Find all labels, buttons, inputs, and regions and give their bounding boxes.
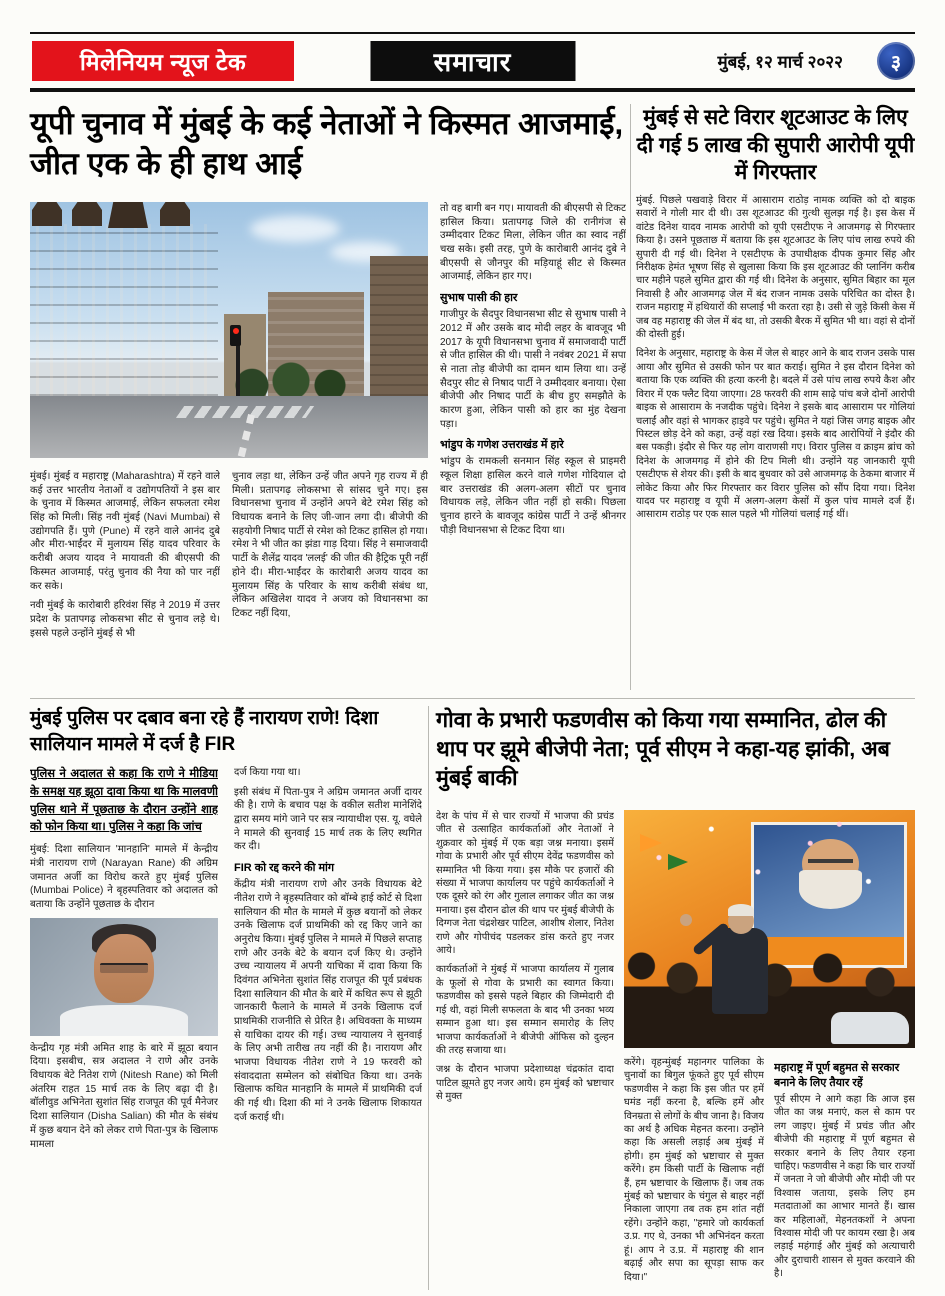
goa-article-headline: गोवा के प्रभारी फडणवीस को किया गया सम्मानित, ढोल की थाप पर झूमे बीजेपी नेता; पूर्व सीएम ने कहा-यह झांकी, अब मुंबई बाकी — [436, 708, 890, 791]
column-divider — [428, 706, 429, 1290]
goa-article-column-2 — [624, 1056, 764, 1290]
masthead — [30, 32, 915, 92]
dateline: मुंबई, १२ मार्च २०२२ — [717, 52, 843, 72]
rane-article-column-1 — [30, 766, 218, 1290]
cloud — [250, 216, 340, 242]
narayan-rane-photo — [30, 918, 218, 1036]
section-title: समाचार — [433, 47, 512, 77]
goa-article-column-1 — [436, 810, 614, 1290]
article-rane-fir — [30, 706, 422, 1290]
bjp-celebration-photo — [624, 810, 915, 1048]
subheading: महाराष्ट्र में पूर्ण बहुमत से सरकार बनाने के लिए तैयार रहें — [774, 1062, 900, 1089]
up-article-column-3 — [440, 202, 626, 690]
red-light — [233, 328, 239, 334]
paragraph: भांडुप के रामकली सनमान सिंह स्कूल से प्राइमरी स्कूल शिक्षा हासिल करने वाले गणेश गोदियाल दो बार उत्तराखंड की अलग-अलग सीटों पर चुनाव विधायक लड़े, लेकिन जीत नहीं हो सकी। पिछला चुनाव हारने के बावजूद कांग्रेस पार्टी ने उन्हें श्रीनगर पौड़ी विधानसभा से टिकट दिया था। — [440, 456, 626, 536]
column-divider — [630, 104, 631, 690]
paragraph: दिनेश के अनुसार, महाराष्ट्र के केस में जेल से बाहर आने के बाद राजन उसके पास आया और सुमित से उसकी फोन पर बात कराई। सुमित ने इस दौरान दिनेश को बताया कि एक व्यक्ति की हत्या करनी है। बदले में उसे पांच लाख रुपये कैश और विरार में एक फ्लैट दिया जाएगा। 28 फरवरी की शाम साढ़े पांच बजे दोनों आरोपी बाइक से आसाराम के नजदीक पहुंचे। दिनेश ने इसके बाद आसाराम पर गोलियां चलाईं और वहां से भागकर हाइवे पर पहुंचे। सुमित ने यहां जिस जगह बाइक और पिस्टल छोड़ देने को कहा, उन्हें वहां रख दिया। इसके बाद आरोपियों ने इंदौर की बस पकड़ी। इंदौर से फिर यह लोग वाराणसी गए। विरार पुलिस व क्राइम ब्रांच को दिनेश के आजमगढ़ में होने की टिप मिली थी। उन्होंने यह जानकारी यूपी एसटीएफ से शेयर की। इसी के बाद बुधवार को उसे आजमगढ़ के ठेकमा बाजार में लोकेट किया और फिर गिरफ्तार कर विरार पुलिस को सौंप दिया गया। दिनेश यादव पर महाराष्ट्र व यूपी में अलग-अलग केसों में कुल पांच मामले दर्ज हैं। आसाराम राठोड़ पर एक साल पहले भी गोलियां चलाई गई थीं। — [636, 348, 915, 521]
glasses — [100, 963, 149, 973]
section-divider — [30, 698, 915, 699]
zebra-crossing — [176, 406, 314, 418]
paragraph: गाजीपुर के सैदपुर विधानसभा सीट से सुभाष पासी ने 2012 में और उसके बाद मोदी लहर के बावजूद भी 2017 के यूपी विधानसभा चुनाव में समाजवादी पार्टी से जीत हासिल की थी। पासी ने नवंबर 2021 में सपा से नाता तोड़ बीजेपी का दामन थाम लिया था। उन्हें सैदपुर सीट से निषाद पार्टी ने उम्मीदवार बनाया। ऐसा बीजेपी और निषाद पार्टी के बीच हुए समझौते के कारण हुआ, लेकिन पासी को हार का मुंह देखना पड़ा। — [440, 309, 626, 430]
confetti — [624, 810, 915, 1048]
signal-pole — [236, 344, 240, 396]
paragraph: तो वह बागी बन गए। मायावती की बीएसपी से टिकट हासिल किया। प्रतापगढ़ जिले की रानीगंज से उम्मीदवार टिकट मिला, लेकिन जीत का स्वाद नहीं चख सके। इसी तरह, पुणे के कारोबारी आनंद दुबे ने बीएसपी से जौनपुर की मड़ियाहूं सीट से किस्मत आजमाई, लेकिन हार गए। — [440, 203, 626, 283]
paragraph: दर्ज किया गया था। — [234, 767, 301, 778]
paragraph: केंद्रीय मंत्री नारायण राणे और उनके विधायक बेटे नीतेश राणे ने बृहस्पतिवार को बॉम्बे हाई कोर्ट से दिशा सालियान की मौत के मामले में कुछ बयानों को लेकर उनके खिलाफ दर्ज प्राथमिकी को रद्द किए जाने का अनुरोध किया। मुंबई पुलिस ने मामले में पिछले सप्ताह राणे और उनके बेटे के बयान दर्ज किए थे। उन्होंने उच्च न्यायालय में अपनी याचिका में दावा किया कि दिवंगत अभिनेता सुशांत सिंह राजपूत की पूर्व प्रबंधक दिशा सालियान की मौत के बारे में कथित रूप से झूठी जानकारी फैलाने के मामले में उनके खिलाफ दर्ज प्राथमिकी राजनीति से प्रेरित है। अधिवक्ता के माध्यम से याचिका दायर की गई। उच्च न्यायालय ने सुनवाई के लिए अभी तारीख तय नहीं की है। नारायण और भाजपा विधायक नीतेश राणे ने 19 फरवरी को संवाददाता सम्मेलन को संबोधित किया था। उनके खिलाफ कथित मानहानि के मामले में प्राथमिकी दर्ज की गई थी। दिशा की मां ने उनके खिलाफ शिकायत दर्ज कराई थी। — [234, 879, 422, 1123]
article-up-election — [30, 104, 626, 690]
paragraph: केन्द्रीय गृह मंत्री अमित शाह के बारे में झूठा बयान दिया। इसबीच, सत्र अदालत ने राणे और उनके विधायक बेटे नितेश राणे (Nitesh Rane) को मिली अंतरिम राहत 15 मार्च तक के लिए बढ़ा दी है। बॉलीवुड अभिनेता सुशांत सिंह राजपूत की पूर्व मैनेजर दिशा सालियान (Disha Salian) की मौत के संबंध में कुछ बयान देने को लेकर राणे पिता-पुत्र के खिलाफ मामला — [30, 1042, 218, 1150]
paragraph: पूर्व सीएम ने आगे कहा कि आज इस जीत का जश्न मनाएं, कल से काम पर लग जाइए। मुंबई में प्रचंड जीत और बीजेपी की महाराष्ट्र में पूर्ण बहुमत से सरकार बनाने के लिए तैयार रहना चाहिए। फडणवीस ने कहा कि चार राज्यों में जनता ने जो बीजेपी और मोदी जी पर विश्वास जताया, इसके लिए हम मतदाताओं का आभार मानते हैं। खास कर महिलाओं, मेहनतकशों ने अपना विश्वास मोदी जी पर कायम रखा है। अब लड़ाई महंगाई और मुंबई को अत्याचारी और दुराचारी शासन से मुक्त करवाने की है। — [774, 1094, 915, 1280]
building-dome — [108, 202, 148, 228]
traffic-light — [230, 325, 241, 346]
page-number-badge — [877, 42, 915, 80]
mumbai-street-photo — [30, 202, 428, 458]
section-title-box — [370, 41, 575, 81]
building-tower — [160, 202, 190, 226]
rane-article-headline: मुंबई पुलिस पर दबाव बना रहे हैं नारायण राणे! दिशा सालियान मामले में दर्ज है FIR — [30, 708, 379, 755]
paragraph: चुनाव लड़ा था, लेकिन उन्हें जीत अपने गृह राज्य में ही मिली। प्रतापगढ़ लोकसभा से सांसद चुने गए। इस विधानसभा चुनाव में उन्होंने अपने बेटे रमेश सिंह को विधायक बनाने के लिए जी-जान लगा दी। बीजेपी की सहयोगी निषाद पार्टी से रमेश को टिकट हासिल हो गया। रमेश ने भी जीत का झंडा गाड़ दिया। सिंह ने समाजवादी पार्टी के शैलेंद्र यादव 'ललई' की जीत की हैट्रिक पूरी नहीं होने दी। मीरा-भाईंदर के कारोबारी अजय यादव का मुलायम सिंह के परिवार के साथ करीबी संबंध था, लेकिन अखिलेश यादव ने अजय को विधानसभा का टिकट नहीं दिया, — [232, 471, 428, 619]
shirt — [60, 1005, 188, 1036]
lead-paragraph: पुलिस ने अदालत से कहा कि राणे ने मीडिया के समक्ष यह झूठा दावा किया था कि मालवणी पुलिस थाने में पूछताछ के दौरान उन्होंने शाह को फोन किया था। पुलिस ने कहा कि जांच — [30, 768, 218, 834]
page-number: ३ — [890, 51, 902, 74]
virar-article-body — [636, 194, 915, 688]
up-article-headline: यूपी चुनाव में मुंबई के कई नेताओं ने किस्मत आजमाई, जीत एक के ही हाथ आई — [30, 106, 624, 182]
rane-article-column-2 — [234, 766, 422, 1290]
article-virar-shootout — [636, 104, 915, 690]
paragraph: मुंबई: दिशा सालियान 'मानहानि' मामले में केन्द्रीय मंत्री नारायण राणे (Narayan Rane) की अग्रिम जमानत अर्जी का विरोध करते हुए मुंबई पुलिस (Mumbai Police) ने बृहस्पतिवार को अदालत को बताया कि उन्होंने पूछताछ के दौरान — [30, 844, 218, 910]
up-article-column-2 — [232, 470, 428, 690]
building-tower — [72, 202, 102, 226]
newspaper-brand: मिलेनियम न्यूज टेक — [79, 49, 247, 75]
subheading: भांडुप के गणेश उत्तराखंड में हारे — [440, 439, 564, 452]
article-goa-fadnavis — [436, 706, 915, 1290]
paragraph: मुंबई. पिछले पखवाड़े विरार में आसाराम राठोड़ नामक व्यक्ति को दो बाइक सवारों ने गोली मार दी थी। उस शूटआउट की गुत्थी सुलझ गई है। इस केस में वांटेड दिनेश यादव नामक आरोपी को यूपी एसटीएफ ने आजमगढ़ से गिरफ्तार किया है। उसने पूछताछ में बताया कि इस शूटआउट के लिए पांच लाख रुपये की सुपारी दी गई थी। दिनेश ने एसटीएफ के उपाधीक्षक दीपक कुमार सिंह और निरीक्षक हेमंत भूषण सिंह से खुलासा किया कि इस शूटआउट की प्लानिंग करीब चार महीने पहले सुमित द्वारा की गई थी। दिनेश के अनुसार, सुमित बिहार का मूल निवासी है और आजमगढ़ जेल में बंद राजन नामक उसके परिचित का दोस्त है। राजन महाराष्ट्र में हथियारों की सप्लाई भी करता रहा है। उसी से जुड़े किसी केस में जब वह महाराष्ट्र की जेल में बंद था, तो उसकी बैरक में सुमित भी था। वहां से दोनों की दोस्ती हुई। — [636, 195, 915, 341]
paragraph: नवी मुंबई के कारोबारी हरिवंश सिंह ने 2019 में उत्तर प्रदेश के प्रतापगढ़ लोकसभा सीट से चुनाव लड़े थे। इससे पहले उन्होंने मुंबई से भी — [30, 600, 220, 639]
paragraph: देश के पांच में से चार राज्यों में भाजपा की प्रचंड जीत से उत्साहित कार्यकर्ताओं और नेताओं ने शुक्रवार को मुंबई में एक बड़ा जश्न मनाया। इसमें गोवा के प्रभारी और पूर्व सीएम देवेंद्र फडणवीस को सम्मानित भी किया गया। इस मौके पर हजारों की संख्या में भाजपा कार्यालय पर पहुंचे कार्यकर्ताओं ने एक दूसरे को रंग और गुलाल लगाकर जीत का जश्न मनाया। इस दौरान ढोल की थाप पर मुंबई बीजेपी के दिग्गज नेता चंद्रशेखर पाटिल, आशीष शेलार, नितेश राणे और गोपीचंद पडलकर डांस करते हुए नजर आये। — [436, 811, 614, 957]
subheading: सुभाष पासी की हार — [440, 292, 518, 305]
paragraph: कार्यकर्ताओं ने मुंबई में भाजपा कार्यालय में गुलाब के फूलों से गोवा के प्रभारी का स्वागत किया। फडणवीस को इससे पहले बिहार की जिम्मेदारी दी गई थी, वहां मिली सफलता के बाद भी उनका भव्य सम्मान हुआ था। इस सम्मान समारोह के लिए भाजपा कार्यकर्ताओं ने बीजेपी ऑफिस को दुल्हन की तरह सजाया था। — [436, 964, 614, 1056]
background-building — [370, 256, 428, 396]
building-tower — [32, 202, 62, 226]
paragraph: जश्न के दौरान भाजपा प्रदेशाध्यक्ष चंद्रकांत दादा पाटिल झूमते हुए नजर आये। हम मुंबई को भ्रष्टाचार से मुक्त — [436, 1064, 614, 1103]
newspaper-brand-box — [32, 41, 294, 81]
heritage-building — [30, 224, 218, 396]
paragraph: करेंगे। वृहन्मुंबई महानगर पालिका के चुनावों का बिगुल फूंकते हुए पूर्व सीएम फडणवीस ने कहा कि इस जीत पर हमें घमंड नहीं करना है, बल्कि हमें और विनम्रता से लोगों के बीच जाना है। विजय का अर्थ है अधिक मेहनत करना। उन्होंने कहा कि असली लड़ाई अब मुंबई में होगी। हम मुंबई को भ्रष्टाचार से मुक्त करेंगे। हम किसी पार्टी के खिलाफ नहीं हैं, हम भ्रष्टाचार के खिलाफ हैं। जब तक मुंबई को भ्रष्टाचार के चंगुल से बाहर नहीं निकाला जाएगा तब तक हम शांत नहीं रहेंगे। उन्होंने कहा, "हमारे जो कार्यकर्ता उ.प्र. गए थे, उनका भी अभिनंदन करता हूं। आप ने उ.प्र. में महाराष्ट्र की शान बढ़ाई और सपा का सूपड़ा साफ कर दिया।" — [624, 1057, 764, 1283]
up-article-column-1 — [30, 470, 220, 690]
virar-article-headline: मुंबई से सटे विरार शूटआउट के लिए दी गई 5 लाख की सुपारी आरोपी यूपी में गिरफ्तार — [636, 106, 915, 185]
subheading: FIR को रद्द करने की मांग — [234, 862, 335, 875]
paragraph: मुंबई। मुंबई व महाराष्ट्र (Maharashtra) में रहने वाले कई उत्तर भारतीय नेताओं व उद्योगपतियों ने इस बार के चुनाव में किस्मत आजमाई, लेकिन सफलता रमेश सिंह को मिली। सिंह नवी मुंबई (Navi Mumbai) से उद्योगपति हैं। पुणे (Pune) में रहने वाले आनंद दुबे और मीरा-भाईंदर में मुलायम सिंह यादव परिवार के करीबी अजय यादव ने मायावती की बीएसपी की किस्मत आजमाई, परंतु चुनाव की नैया को पार नहीं कर सके। — [30, 471, 220, 592]
paragraph: इसी संबंध में पिता-पुत्र ने अग्रिम जमानत अर्जी दायर की है। राणे के बचाव पक्ष के वकील सतीश मानेशिंदे द्वारा समय मांगे जाने पर सत्र न्यायाधीश एस. यू. वघेले ने मामले की सुनवाई 15 मार्च तक के लिए स्थगित कर दी। — [234, 786, 422, 853]
goa-article-column-3 — [774, 1056, 915, 1290]
